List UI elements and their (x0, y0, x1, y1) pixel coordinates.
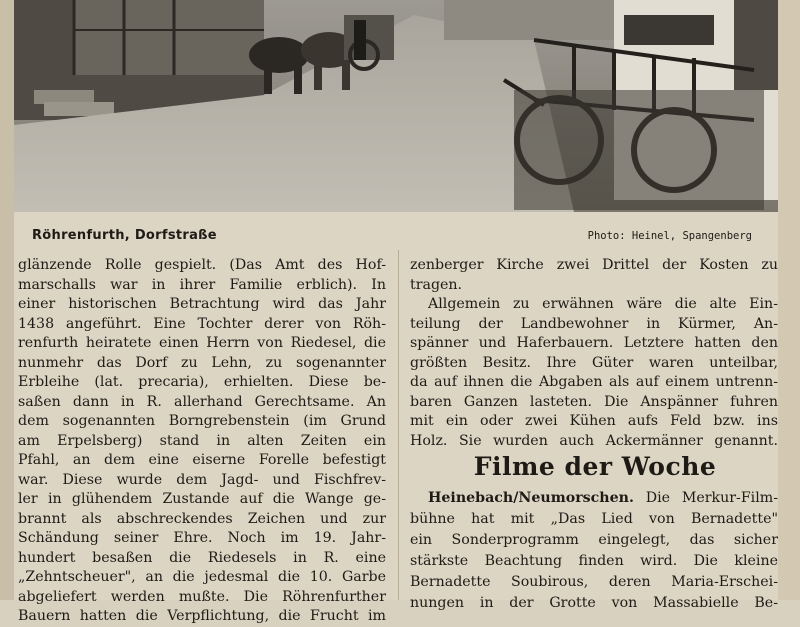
text-line: stärkste Beachtung finden wird. Die kleine (410, 553, 778, 569)
text-line: da auf ihnen die Abgaben als auf einem untrenn- (410, 374, 778, 390)
text-line: war. Diese wurde dem Jagd- und Fischfrev- (18, 471, 386, 488)
column-divider (398, 250, 399, 600)
left-column (18, 256, 386, 627)
text-line: größten Besitz. Ihre Güter waren unteilbar, (410, 354, 778, 371)
text-line: Schändung seiner Ehre. Noch im 19. Jahr- (18, 530, 386, 546)
text-line: Allgemein zu erwähnen wäre die alte Ein- (428, 296, 778, 312)
text-line: saßen dann in R. allerhand Gerechtsame. An (18, 393, 386, 410)
text-line: bühne hat mit „Das Lied von Bernadette" (410, 511, 778, 527)
text-line: Bauern hatten die Verpflichtung, die Frucht im (18, 608, 386, 624)
text-line: marschalls war in ihrer Familie erblich). In (18, 276, 386, 293)
article-heading: Filme der Woche (473, 452, 717, 481)
text-line: mit ein oder zwei Kühen aufs Feld bzw. ins (410, 413, 778, 429)
text-line: Pfahl, an dem eine eiserne Forelle befestigt (18, 452, 386, 468)
text-line: „Zehntscheuer", an die jedesmal die 10. Garbe (18, 569, 386, 585)
film-article (410, 488, 778, 614)
text-line: 1438 angeführt. Eine Tochter derer von Röh- (18, 315, 386, 332)
article-lead: Heinebach/Neumorschen. (428, 490, 634, 506)
text-line: tragen. (410, 276, 463, 293)
page-edge-left (0, 0, 14, 600)
text-line: nunmehr das Dorf zu Lehn, zu sogenannter (18, 354, 386, 371)
text-line: nungen in der Grotte von Massabielle Be- (410, 595, 778, 611)
text-line (410, 488, 778, 509)
text-line: Erbleihe (lat. precaria), erhielten. Diese be- (18, 374, 386, 390)
text-line: teilung der Landbewohner in Kürmer, An- (410, 315, 778, 332)
text-line: baren Ganzen lasteten. Die Anspänner fuhren (410, 393, 778, 410)
village-street-photo (14, 0, 778, 212)
text-line: brannt als abschreckendes Zeichen und zur (18, 510, 386, 527)
text-line: glänzende Rolle gespielt. (Das Amt des Hof- (18, 257, 386, 273)
text-line: zenberger Kirche zwei Drittel der Kosten zu (410, 257, 778, 273)
text-line: einer historischen Betrachtung wird das Jahr (18, 296, 386, 312)
text-line-rest: Die Merkur-Film- (633, 490, 778, 506)
text-line: renfurth heiratete einen Herrn von Riedesel, die (18, 335, 386, 351)
text-line: Bernadette Soubirous, deren Maria-Erschei- (410, 574, 778, 590)
text-line: hundert besaßen die Riedesels in R. eine (18, 549, 386, 566)
right-column (410, 256, 778, 451)
text-line: ein Sonderprogramm eingelegt, das sicher (410, 532, 778, 548)
text-line: ler in glühendem Zustande auf die Wange ge- (18, 491, 386, 507)
text-line: spänner und Haferbauern. Letztere hatten den (410, 335, 778, 351)
page-edge-right (778, 0, 800, 600)
photo-credit: Photo: Heinel, Spangenberg (587, 230, 752, 242)
text-line: abgeliefert werden mußte. Die Röhrenfurther (18, 588, 386, 605)
photo-caption: Röhrenfurth, Dorfstraße (32, 228, 217, 243)
text-line: Holz. Sie wurden auch Ackermänner genannt. (410, 432, 778, 449)
text-line: dem sogenannten Borngrebenstein (im Grund (18, 413, 386, 429)
text-line: am Erpelsberg) stand in alten Zeiten ein (18, 432, 386, 449)
